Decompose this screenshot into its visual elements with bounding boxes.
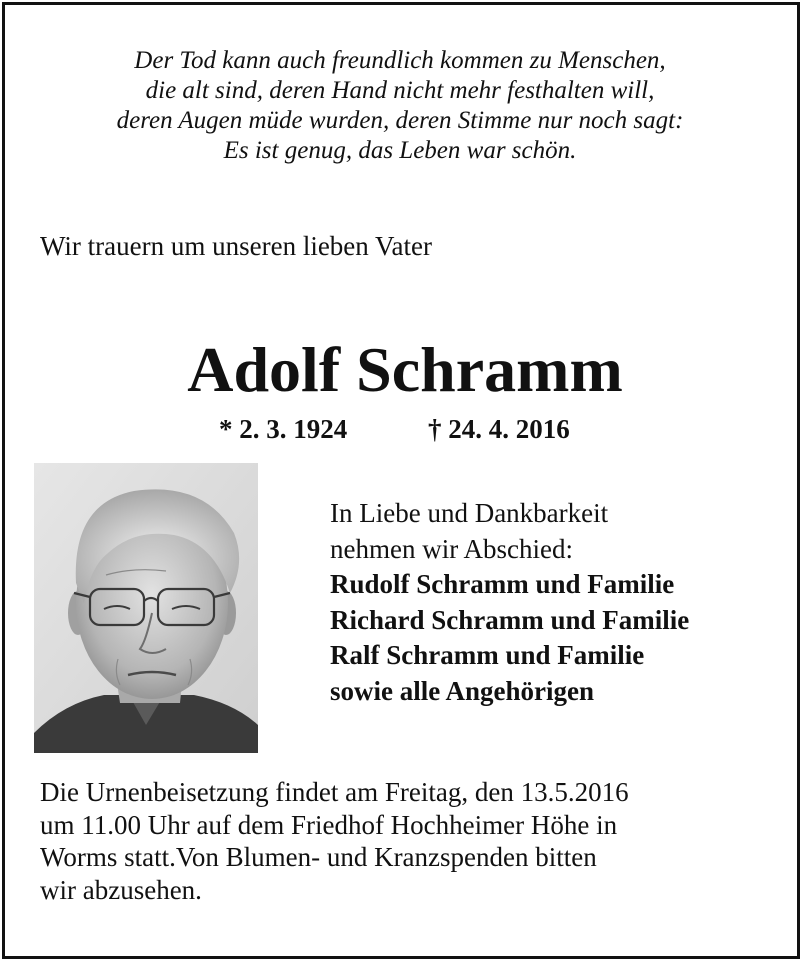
portrait-photo <box>34 463 258 753</box>
notice-line: wir abzusehen. <box>40 874 202 905</box>
mourner-name: sowie alle Angehörigen <box>330 675 594 706</box>
mourner-name: Rudolf Schramm und Familie <box>330 569 675 599</box>
poem-line: deren Augen müde wurden, deren Stimme nur noch sagt: <box>116 107 684 134</box>
deceased-name: Adolf Schramm <box>187 334 623 405</box>
death-date: † 24. 4. 2016 <box>428 414 570 444</box>
mourner-name: Richard Schramm und Familie <box>330 604 690 635</box>
farewell-line: In Liebe und Dankbarkeit <box>330 498 609 528</box>
mourner-name: Ralf Schramm und Familie <box>330 640 645 670</box>
poem-line: Der Tod kann auch freundlich kommen zu Menschen, <box>134 47 666 74</box>
farewell-line: nehmen wir Abschied: <box>330 533 573 564</box>
birth-date: * 2. 3. 1924 <box>219 414 348 444</box>
poem <box>0 46 800 166</box>
notice-line: Worms statt.Von Blumen- und Kranzspenden bitten <box>40 842 597 872</box>
poem-line: die alt sind, deren Hand nicht mehr festhalten will, <box>145 77 655 104</box>
family-farewell <box>330 496 689 709</box>
notice-line: Die Urnenbeisetzung findet am Freitag, den 13.5.2016 <box>40 777 629 807</box>
mourning-intro: Wir trauern um unseren lieben Vater <box>40 231 433 261</box>
notice-line: um 11.00 Uhr auf dem Friedhof Hochheimer Höhe in <box>40 809 618 840</box>
burial-notice <box>40 776 780 906</box>
poem-line: Es ist genug, das Leben war schön. <box>223 137 577 164</box>
